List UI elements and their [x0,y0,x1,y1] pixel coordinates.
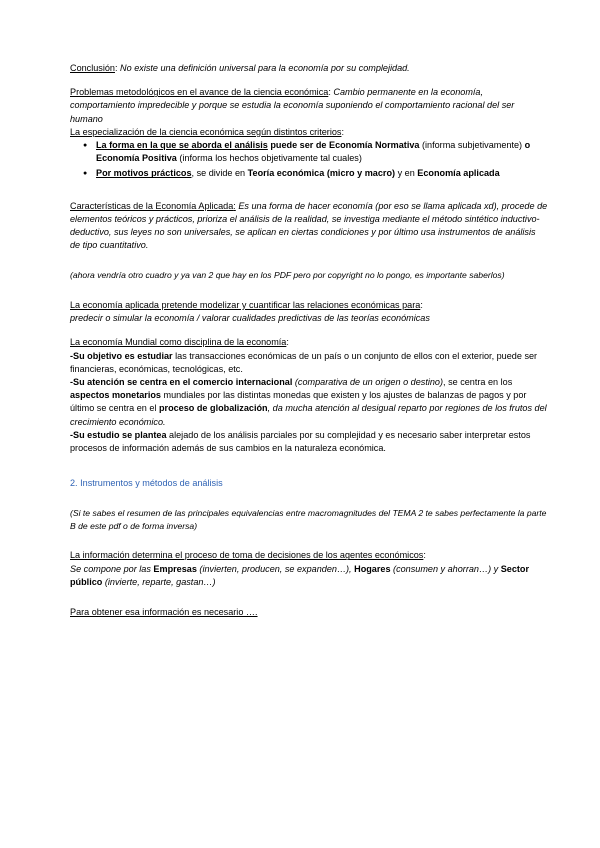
problemas-heading: Problemas metodológicos en el avance de la ciencia económica [70,87,329,98]
informacion-t3: (invierte, reparte, gastan…) [102,576,216,587]
atencion-bold: -Su atención se centra en el comercio internacional [70,376,293,387]
mundial-colon: : [286,337,289,348]
spacer [70,183,548,200]
informacion-t2: (consumen y ahorran…) y [390,563,501,574]
note-resumen: (Si te sabes el resumen de las principales equivalencias entre macromagnitudes del TEMA 2 te sabes perfectamente la parte B de este pdf o de forma inversa) [70,508,547,531]
bullet-1-bold2: o Economía Positiva [96,140,531,164]
paragraph-conclusion [70,62,548,75]
section-2-title: 2. Instrumentos y métodos de análisis [70,478,223,489]
atencion-t1: , se centra en los [443,376,513,387]
list-item [96,167,548,180]
paragraph-caracteristicas [70,200,548,253]
spacer [70,466,548,477]
especializacion-heading: La especialización de la ciencia económica según distintos criterios [70,126,342,137]
modelizar-colon: : [420,299,423,310]
informacion-b1: Empresas [153,563,197,574]
atencion-it2: , da mucha atención al desigual reparto por regiones de los frutos del crecimiento económico. [70,403,547,427]
paragraph-problemas [70,86,548,126]
modelizar-text: predecir o simular la economía / valorar cualidades predictivas de las teorías económicas [70,313,430,324]
informacion-lead: Se compone por las [70,563,154,574]
paragraph-modelizar [70,299,548,325]
informacion-b3: Sector público [70,563,530,587]
bullet-2-mid: , se divide en [191,168,248,179]
bullet-1-mid: puede ser de [267,140,329,151]
bullet-2-lead: Por motivos prácticos [96,168,192,179]
estudio-rest: alejado de los análisis parciales por su complejidad y es necesario saber interpretar estos procesos de información además de sus cambios en la naturaleza económica. [70,429,531,453]
bullet-1-paren2: (informa los hechos objetivamente tal cuales) [176,153,362,164]
paragraph-especializacion-heading [70,126,548,139]
bullet-1-paren1: (informa subjetivamente) [419,140,525,151]
modelizar-heading: La economía aplicada pretende modelizar y cuantificar las relaciones económicas para [70,299,421,310]
conclusion-text: No existe una definición universal para la economía por su complejidad. [117,63,410,73]
objetivo-bold: -Su objetivo es estudiar [70,350,173,361]
list-item [96,139,548,165]
informacion-b2: Hogares [354,563,391,574]
atencion-bold3: proceso de globalización [158,403,268,414]
paragraph-mundial-estudio [70,429,548,455]
estudio-bold: -Su estudio se plantea [70,429,167,440]
informacion-heading: La información determina el proceso de toma de decisiones de los agentes económicos [70,550,424,561]
bullet-2-paren1: y en [395,168,418,179]
especializacion-colon: : [341,126,344,137]
bullet-1-bold1: Economía Normativa [329,140,420,151]
paragraph-mundial-objetivo [70,350,548,376]
paragraph-mundial-heading [70,336,548,349]
problemas-colon: : [328,87,331,98]
atencion-t2: mundiales por las distintas monedas que existen y los ajustes de balanzas de pagos y por último se centra en el [70,390,527,414]
objetivo-rest: las transacciones económicas de un país o un conjunto de ellos con el exterior, puede ser financieras, económicas, tecnológicas, etc. [70,350,538,374]
cierre-text: Para obtener esa información es necesario …. [70,606,258,617]
bullet-2-bold2: Economía aplicada [417,168,500,179]
bullet-2-bold1: Teoría económica (micro y macro) [247,168,396,179]
paragraph-informacion [70,549,548,589]
caracteristicas-heading: Características de la Economía Aplicada [70,200,234,211]
paragraph-cierre [70,606,548,619]
atencion-bold2: aspectos monetarios [70,390,161,401]
conclusion-label: Conclusión [70,63,115,73]
caracteristicas-colon: : [233,200,236,211]
note-cuadro: (ahora vendría otro cuadro y ya van 2 que hay en los PDF pero por copyright no lo pongo, es importante saberlos) [70,270,505,281]
paragraph-mundial-atencion [70,376,548,429]
mundial-heading: La economía Mundial como disciplina de la economía [70,337,287,348]
conclusion-colon: : [115,63,118,73]
problemas-text: Cambio permanente en la economía, comportamiento impredecible y porque se estudia la economía suponiendo el comportamiento racional del ser humano [70,87,515,124]
informacion-colon: : [423,550,426,561]
caracteristicas-text: Es una forma de hacer economía (por eso se llama aplicada xd), procede de elementos teóricos y prácticos, prioriza el análisis de la realidad, se investiga mediante el método sintético inductivo-deductivo, sus leyes no son universales, se aplican en ciertas condiciones y por último usa instrumentos de análisis de tipo cuantitativo. [70,200,548,251]
bullet-1-lead: La forma en la que se aborda el análisis [96,140,268,151]
especializacion-bullet-list [70,139,548,181]
informacion-t1: (invierten, producen, se expanden…), [196,563,355,574]
atencion-it1: (comparativa de un origen o destino) [292,376,444,387]
